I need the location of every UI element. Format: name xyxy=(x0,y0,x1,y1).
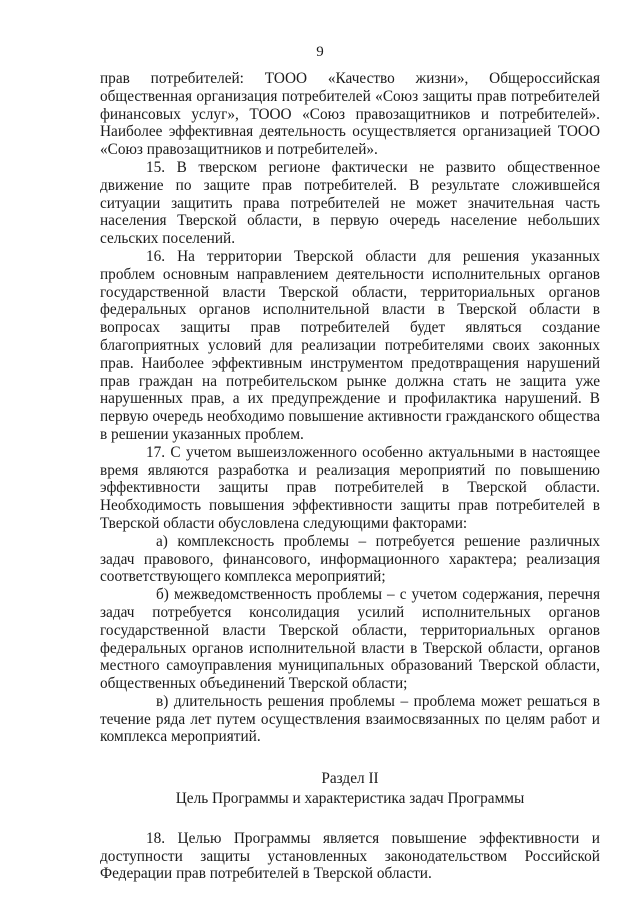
paragraph-16: 16. На территории Тверской области для решения указанных проблем основным направлением деятельности исполнительных органов государственной власти Тверской области, территориальных органов федеральных органов исполнительной власти в Тверской области в вопросах защиты прав потребителей будет являться создание благоприятных условий для реализации потребителями своих законных прав. Наиболее эффективным инструментом предотвращения нарушений прав граждан на потребительском рынке должна стать не защита уже нарушенных прав, а их предупреждение и профилактика нарушений. В первую очередь необходимо повышение активности гражданского общества в решении указанных проблем. xyxy=(100,247,600,443)
list-item-a: а) комплексность проблемы – потребуется решение различных задач правового, финансового, информационного характера; реализация соответствующего комплекса мероприятий; xyxy=(100,532,600,586)
list-item-b: б) межведомственность проблемы – с учетом содержания, перечня задач потребуется консолидация усилий исполнительных органов государственной власти Тверской области, территориальных органов федеральных органов исполнительной власти в Тверской области, органов местного самоуправления муниципальных образований Тверской области, общественных объединений Тверской области; xyxy=(100,586,600,693)
paragraph-15: 15. В тверском регионе фактически не развито общественное движение по защите прав потребителей. В результате сложившейся ситуации защитить права потребителей не может значительная часть населения Тверской области, в первую очередь население небольших сельских поселений. xyxy=(100,158,600,248)
paragraph-17: 17. С учетом вышеизложенного особенно актуальными в настоящее время являются разработка и реализация мероприятий по повышению эффективности защиты прав потребителей в Тверской области. Необходимость повышения эффективности защиты прав потребителей в Тверской области обусловлена следующими факторами: xyxy=(100,443,600,532)
section-title: Цель Программы и характеристика задач Программы xyxy=(175,790,525,808)
section-label: Раздел II xyxy=(321,770,379,788)
page-number: 9 xyxy=(316,44,324,60)
list-item-c: в) длительность решения проблемы – проблема может решаться в течение ряда лет путем осуществления взаимосвязанных по целям работ и комплекса мероприятий. xyxy=(100,692,600,746)
paragraph-18: 18. Целью Программы является повышение эффективности и доступности защиты установленных законодательством Российской Федерации прав потребителей в Тверской области. xyxy=(100,829,600,883)
paragraph-continued: прав потребителей: ТООО «Качество жизни», Общероссийская общественная организация потребителей «Союз защиты прав потребителей финансовых услуг», ТООО «Союз правозащитников и потребителей». Наиболее эффективная деятельность осуществляется организацией ТООО «Союз правозащитников и потребителей». xyxy=(100,70,600,159)
document-body xyxy=(100,70,600,883)
